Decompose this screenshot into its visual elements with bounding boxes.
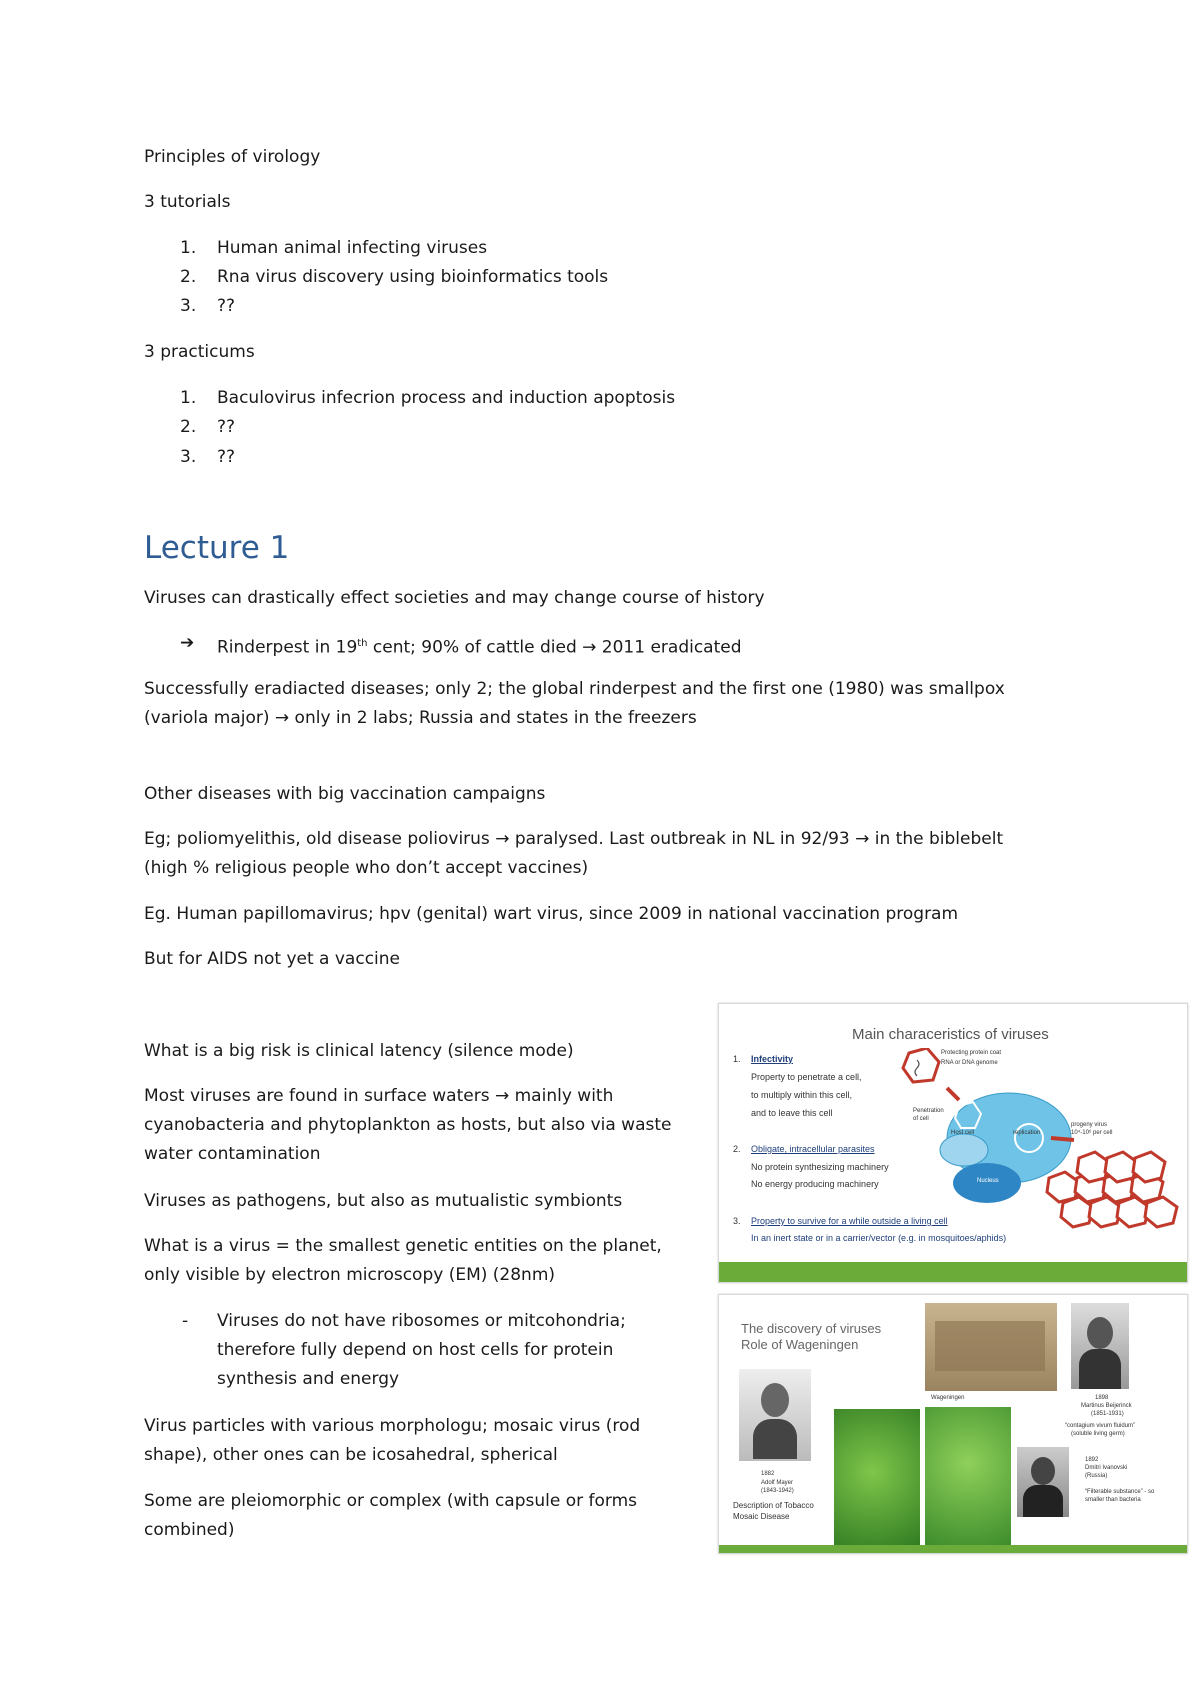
year-label: 1892 <box>1085 1457 1099 1463</box>
person-years: (1851-1931) <box>1091 1411 1124 1417</box>
slide-number: 1. <box>733 1054 741 1064</box>
bullet-dash: - <box>182 1311 189 1331</box>
paragraph: Successfully eradiacted diseases; only 2; the global rinderpest and the first one (1980) was smallpox (variola major) → only in 2 labs; Russia and states in the freezers <box>144 679 1005 728</box>
caption: Mosaic Disease <box>733 1512 790 1521</box>
list-number: 2. <box>180 417 197 437</box>
paragraph: Eg; poliomyelithis, old disease poliovirus → paralysed. Last outbreak in NL in 92/93 → in the biblebelt (high % religious people who don’t accept vaccines) <box>144 829 1004 878</box>
paragraph: Virus particles with various morphologu; mosaic virus (rod shape), other ones can be icosahedral, spherical <box>144 1416 641 1465</box>
paragraph: Eg. Human papillomavirus; hpv (genital) wart virus, since 2009 in national vaccination program <box>144 904 959 924</box>
year-label: 1882 <box>761 1471 775 1477</box>
label-progeny: 10⁴-10⁶ per cell <box>1071 1130 1113 1136</box>
course-title: Principles of virology <box>144 147 321 167</box>
slide-heading: Obligate, intracellular parasites <box>751 1144 875 1154</box>
bullet-text: Viruses do not have ribosomes or mitcohondria; therefore fully depend on host cells for protein synthesis and energy <box>217 1311 626 1389</box>
slide-number: 3. <box>733 1216 741 1226</box>
photo-caption: Wageningen <box>931 1395 965 1401</box>
lecture-heading: Lecture 1 <box>144 530 290 566</box>
slide-text: No energy producing machinery <box>751 1179 879 1189</box>
caption: Description of Tobacco <box>733 1501 814 1510</box>
virus-particle-icon <box>903 1048 939 1082</box>
person-name: Martinus Beijerinck <box>1081 1403 1132 1409</box>
virus-cycle-diagram <box>899 1048 1184 1248</box>
paragraph: Other diseases with big vaccination campaigns <box>144 784 546 804</box>
penetration-arrow-icon <box>947 1088 959 1100</box>
list-item: ?? <box>217 447 236 467</box>
practicums-title: 3 practicums <box>144 342 255 362</box>
quote: “contagium vivum fluidum” <box>1065 1423 1136 1429</box>
slide-virus-characteristics <box>718 1003 1188 1283</box>
slide-text: to multiply within this cell, <box>751 1090 853 1100</box>
list-item: Rna virus discovery using bioinformatics tools <box>217 267 609 287</box>
label-penetration: Penetration <box>913 1108 944 1114</box>
ivanovski-portrait <box>1017 1447 1069 1517</box>
label-nucleus: Nucleus <box>977 1178 999 1184</box>
arrow-icon: ➔ <box>180 633 195 653</box>
list-number: 3. <box>180 447 197 467</box>
label-coat: Protecting protein coat <box>941 1050 1002 1056</box>
tobacco-leaf-photo <box>834 1409 920 1549</box>
quote: “Filterable substance” - so <box>1085 1489 1155 1495</box>
list-number: 1. <box>180 238 197 258</box>
paragraph: Most viruses are found in surface waters → mainly with cyanobacteria and phytoplankton as hosts, but also via waste water contamination <box>144 1086 672 1164</box>
person-name: Dmitri Ivanovski <box>1085 1465 1128 1471</box>
quote: (soluble living germ) <box>1071 1431 1125 1437</box>
paragraph: Viruses as pathogens, but also as mutualistic symbionts <box>144 1191 623 1211</box>
label-replication: replication <box>1013 1130 1041 1136</box>
tobacco-leaf-photo <box>925 1407 1011 1549</box>
person-years: (1843-1942) <box>761 1488 794 1494</box>
progeny-virus-cluster <box>1047 1152 1177 1227</box>
list-number: 2. <box>180 267 197 287</box>
list-number: 1. <box>180 388 197 408</box>
wageningen-photo <box>925 1303 1057 1391</box>
slide-discovery-of-viruses <box>718 1294 1188 1554</box>
label-host-cell: Host cell <box>951 1130 975 1136</box>
paragraph: What is a virus = the smallest genetic entities on the planet, only visible by electron microscopy (EM) (28nm) <box>144 1236 662 1285</box>
release-arrow-icon <box>1051 1138 1074 1140</box>
list-item: Baculovirus infecrion process and induction apoptosis <box>217 388 676 408</box>
slide-title: Main characeristics of viruses <box>852 1026 1049 1043</box>
arrow-text: Rinderpest in 19th cent; 90% of cattle died → 2011 eradicated <box>217 637 742 658</box>
label-penetration: of cell <box>913 1116 929 1122</box>
label-progeny: progeny virus <box>1071 1122 1108 1128</box>
list-number: 3. <box>180 296 197 316</box>
slide-text: Property to penetrate a cell, <box>751 1072 862 1082</box>
slide-accent-bar <box>719 1545 1187 1553</box>
slide-text: In an inert state or in a carrier/vector (e.g. in mosquitoes/aphids) <box>751 1233 1007 1243</box>
list-item: ?? <box>217 296 236 316</box>
slide-text: and to leave this cell <box>751 1108 833 1118</box>
slide-text: No protein synthesizing machinery <box>751 1162 889 1172</box>
label-genome: RNA or DNA genome <box>941 1060 998 1066</box>
paragraph: Some are pleiomorphic or complex (with capsule or forms combined) <box>144 1491 637 1540</box>
paragraph: What is a big risk is clinical latency (silence mode) <box>144 1041 574 1061</box>
slide-heading: Infectivity <box>751 1054 794 1064</box>
person-name: Adolf Mayer <box>761 1480 794 1486</box>
list-item: Human animal infecting viruses <box>217 238 488 258</box>
year-label: 1898 <box>1095 1395 1109 1401</box>
quote: smaller than bacteria <box>1085 1497 1141 1503</box>
slide-title: The discovery of viruses <box>741 1321 882 1336</box>
beijerinck-portrait <box>1071 1303 1129 1389</box>
tutorials-title: 3 tutorials <box>144 192 231 212</box>
mayer-portrait <box>739 1369 811 1461</box>
paragraph: Viruses can drastically effect societies and may change course of history <box>144 588 765 608</box>
slide-accent-bar <box>719 1262 1187 1282</box>
person-country: (Russia) <box>1085 1473 1108 1479</box>
list-item: ?? <box>217 417 236 437</box>
paragraph: But for AIDS not yet a vaccine <box>144 949 400 969</box>
slide-number: 2. <box>733 1144 741 1154</box>
slide-heading: Property to survive for a while outside a living cell <box>751 1216 948 1226</box>
slide-subtitle: Role of Wageningen <box>741 1337 859 1352</box>
